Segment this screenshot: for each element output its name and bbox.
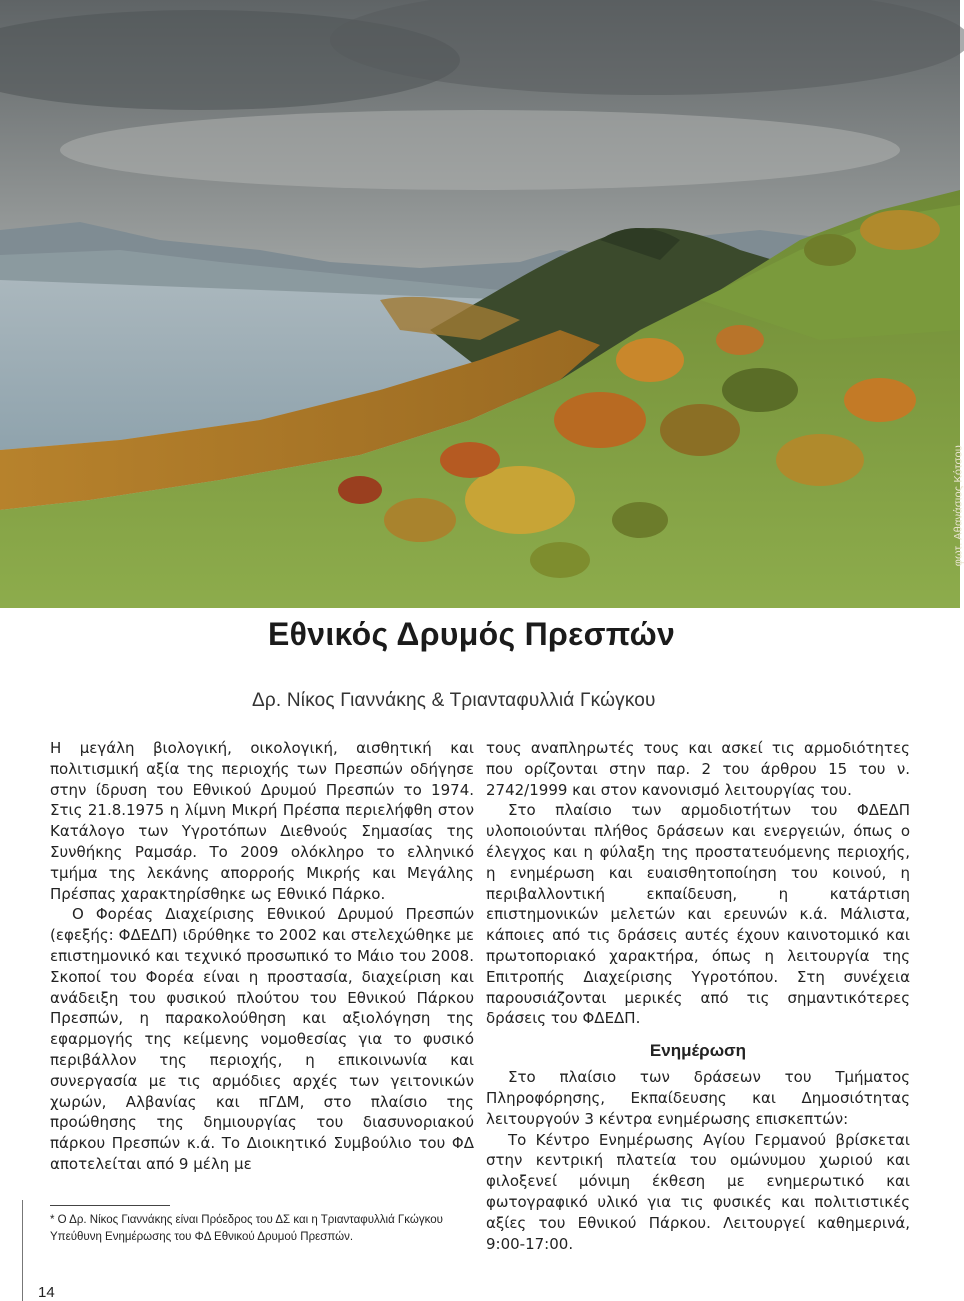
body-paragraph: Στο πλαίσιο των δράσεων του Τμήματος Πληροφόρησης, Εκπαίδευσης και Δημοσιότητας λειτουργούν 3 κέντρα ενημέρωσης επισκεπτών:: [486, 1068, 910, 1128]
body-paragraph: Το Κέντρο Ενημέρωσης Αγίου Γερμανού βρίσκεται στην κεντρική πλατεία του ομώνυμου χωριού και φιλοξενεί μόνιμη έκθεση με ενημερωτικό και φωτογραφικό υλικό για τις φυσικές και πολιτιστικές αξίες του Εθνικού Πάρκου. Λειτουργεί καθημερινά, 9:00-17:00.: [486, 1130, 910, 1253]
section-heading: Ενημέρωση: [649, 1041, 747, 1061]
landscape-photo: [0, 0, 964, 608]
article-title: Εθνικός Δρυμός Πρεσπών: [268, 616, 676, 652]
author-footnote: * Ο Δρ. Νίκος Γιαννάκης είναι Πρόεδρος του ΔΣ και η Τριανταφυλλιά Γκώγκου Υπεύθυνη Ενημέρωσης του ΦΔ Εθνικού Δρυμού Πρεσπών.: [50, 1214, 443, 1243]
body-paragraph: Στο πλαίσιο των αρμοδιοτήτων του ΦΔΕΔΠ υλοποιούνται πλήθος δράσεων και ενεργειών, όπως ο έλεγχος και η φύλαξη της προστατευόμενης περιοχής, η ενημέρωση και ευαισθητοποίηση του κοινού, η περιβαλλοντική εκπαίδευση, η κατάρτιση επιστημονικών μελετών και ερευνών κ.ά. Μάλιστα, κάποιες από τις δράσεις αυτές έχουν καινοτομικό και πρωτοποριακό χαρακτήρα, όπως η λειτουργία της Επιτροπής Διαχείρισης Υγροτόπου. Στη συνέχεια παρουσιάζονται μερικές από τις σημαντικότερες δράσεις του ΦΔΕΔΠ.: [486, 801, 910, 1028]
photo-credit: φωτ. Αθανάσιος Κότσου: [952, 445, 964, 567]
article-authors: Δρ. Νίκος Γιαννάκης & Τριανταφυλλιά Γκώγκου: [252, 690, 656, 711]
body-paragraph: Η μεγάλη βιολογική, οικολογική, αισθητική και πολιτισμική αξία της περιοχής των Πρεσπών οδήγησε στην ίδρυση του Εθνικού Δρυμού Πρεσπών το 1974. Στις 21.8.1975 η λίμνη Μικρή Πρέσπα περιελήφθη στον Κατάλογο των Υγροτόπων Διεθνούς Σημασίας της Συνθήκης Ραμσάρ. Το 2009 ολόκληρο το ελληνικό τμήμα της λεκάνης απορροής Μικρής και Μεγάλης Πρέσπας χαρακτηρίσθηκε ως Εθνικό Πάρκο.: [50, 739, 474, 903]
left-text-column: [50, 738, 474, 1175]
body-paragraph: Ο Φορέας Διαχείρισης Εθνικού Δρυμού Πρεσπών (εφεξής: ΦΔΕΔΠ) ιδρύθηκε το 2002 και στελεχώθηκε με επιστημονικό και τεχνικό προσωπικό το Μάιο του 2008. Σκοποί του Φορέα είναι η προστασία, διαχείριση και ανάδειξη του φυσικού πλούτου του Εθνικού Πάρκου Πρεσπών, η παρακολούθηση και αξιολόγηση της εφαρμογής της κείμενης νομοθεσίας για το φυσικό περιβάλλον της περιοχής, η επικοινωνία και συνεργασία με τις αρμόδιες αρχές των γειτονικών χωρών, Αλβανίας και πΓΔΜ, στο πλαίσιο της προώθησης της δημιουργίας του διασυνοριακού πάρκου Πρεσπών κ.ά. Το Διοικητικό Συμβούλιο του ΦΔ αποτελείται από 9 μέλη με: [50, 905, 474, 1173]
page-margin-line: [22, 1200, 23, 1301]
right-text-column: [486, 738, 910, 1254]
lake-prespa-landscape-image: [0, 0, 960, 608]
body-paragraph: τους αναπληρωτές τους και ασκεί τις αρμοδιότητες που ορίζονται στην παρ. 2 του άρθρου 15 του ν. 2742/1999 και στον κανονισμό λειτουργίας του.: [486, 739, 910, 799]
footnote-divider: [50, 1205, 170, 1206]
page-number: 14: [38, 1284, 55, 1301]
